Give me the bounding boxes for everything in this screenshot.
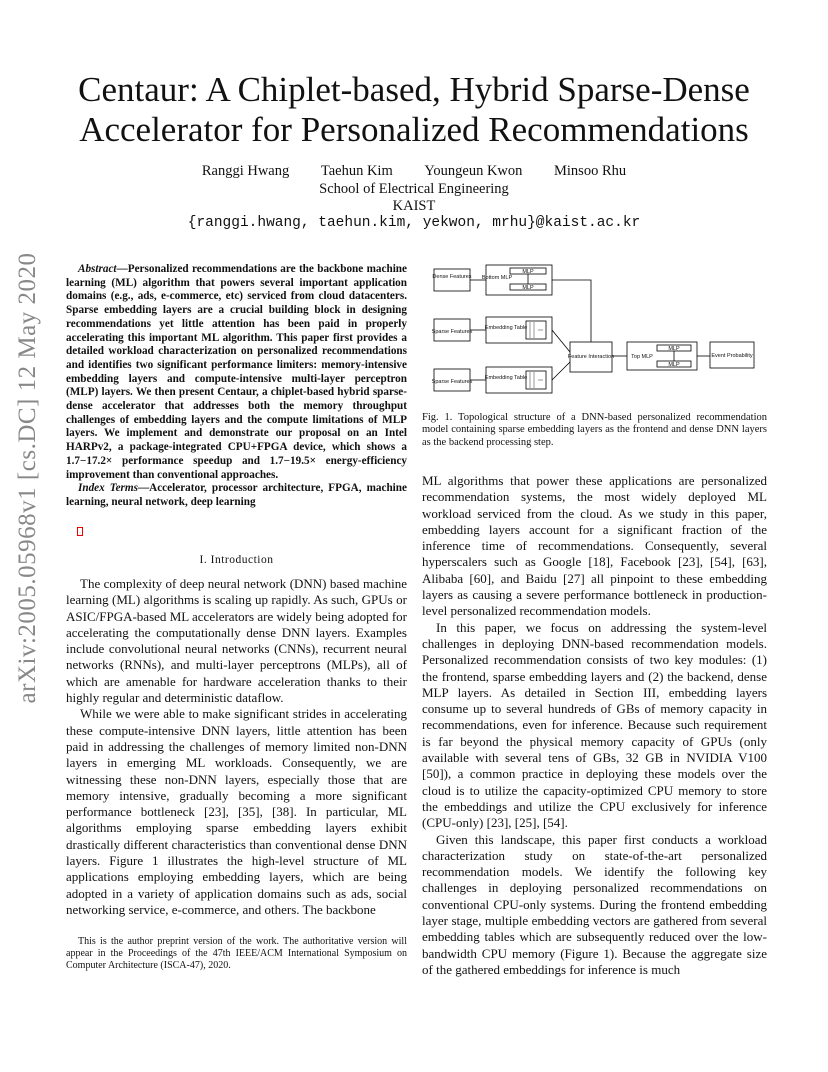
author-2: Taehun Kim <box>320 163 393 179</box>
top-mlp-layer-1-label: MLP <box>668 346 680 352</box>
bottom-mlp-layer-1-label: MLP <box>522 269 534 275</box>
institution: KAIST <box>392 198 436 214</box>
figure-1-caption: Fig. 1. Topological structure of a DNN-based personalized recommendation model containing sparse embedding layers as the frontend and dense DNN layers as the backend processing step. <box>422 412 767 448</box>
embedding-table-label-0: Embedding Table <box>484 325 528 331</box>
embedding-table-label-n: Embedding Table <box>484 375 528 381</box>
footnote-text: This is the author preprint version of the work. The authoritative version will appear in the Proceedings of the 47th IEEE/ACM International Symposium on Computer Architecture (ISCA-47), 2020. <box>66 936 407 971</box>
index-terms-text: —Accelerator, processor architecture, FPGA, machine learning, neural network, deep learning <box>66 482 407 508</box>
abstract <box>66 263 407 510</box>
footnote-link-marker[interactable] <box>77 527 83 536</box>
right-paragraph-3: Given this landscape, this paper first conducts a workload characterization study on state-of-the-art personalized recommendation models. We identify the following key challenges in deploying personalized recommendations on conventional CPU-only systems. During the frontend embedding layer stage, multiple embedding vectors are gathered from several embedding tables which are subsequently reduced over the low-bandwidth CPU memory (Figure 1). Because the aggregate size of the gathered embeddings for inference is much <box>422 831 767 977</box>
intro-paragraph-2: While we were able to make significant strides in accelerating these compute-intensive DNN layers, little attention has been paid in addressing the challenges of memory limited non-DNN layers in emerging ML workloads. Consequently, we are witnessing these non-DNN layers, especially those that are memory intensive, gradually becoming a more significant performance bottleneck [23], [35], [38]. In particular, ML algorithms employing sparse embedding layers exhibit drastically different characteristics than conventional dense DNN layers. Figure 1 illustrates the high-level structure of ML applications employing embedding layers, which are being adopted in a variety of application domains such as ads, social networking service, e-commerce, and others. The backbone <box>66 706 407 917</box>
affiliation: School of Electrical Engineering <box>319 181 509 197</box>
arxiv-stamp: arXiv:2005.05968v1 [cs.DC] 12 May 2020 <box>14 252 41 704</box>
dense-features-label: Dense Features <box>432 274 472 280</box>
sparse-features-label-0: Sparse Features <box>431 329 473 335</box>
intro-paragraph-1: The complexity of deep neural network (DNN) based machine learning (ML) algorithms is scaling up rapidly. As such, GPUs or ASIC/FPGA-based ML accelerators are widely being adopted for accelerating the computationally dense DNN layers. Examples include convolutional neural networks (CNNs), recurrent neural networks (RNNs), and multi-layer perceptrons (MLPs), all of which are amenable for hardware acceleration thanks to their highly regular and deterministic dataflow. <box>66 576 407 706</box>
right-paragraph-1: ML algorithms that power these applications are personalized recommendation systems, the most widely deployed ML workload serviced from the cloud. As we study in this paper, embedding layers account for a significant fraction of the inference time of recommendations. Consequently, several hyperscalers such as Google [18], Facebook [23], [54], [63], Alibaba [60], and Baidu [27] all pinpoint to these embedding layers as causing a severe performance bottleneck in production-level personalized recommendation models. <box>422 473 767 619</box>
title-line-1: Centaur: A Chiplet-based, Hybrid Sparse-Dense <box>78 70 750 109</box>
paper-title <box>40 70 788 150</box>
abstract-text: —Personalized recommendations are the backbone machine learning (ML) algorithm that powers several important application domains (e.g., ads, e-commerce, etc) serviced from cloud datacenters. Sparse embedding layers are a crucial building block in designing recommendations yet little attention has been paid in properly accelerating this important ML algorithm. This paper first provides a detailed workload characterization on personalized recommendations and identifies two significant performance limiters: memory-intensive embedding layers and compute-intensive multi-layer perceptron (MLP) layers. We then present Centaur, a chiplet-based hybrid sparse-dense accelerator that addresses both the memory throughput challenges of embedding layers and the compute limitations of MLP layers. We implement and demonstrate our proposal on an Intel HARPv2, a package-integrated CPU+FPGA device, which shows a 1.7−17.2× performance speedup and 1.7−19.5× energy-efficiency improvement than conventional approaches. <box>66 263 407 481</box>
abstract-label: Abstract <box>78 263 117 275</box>
author-4: Minsoo Rhu <box>554 163 627 179</box>
bottom-mlp-label: Bottom MLP <box>481 275 513 281</box>
arxiv-sidebar <box>8 252 48 704</box>
footnote <box>66 936 407 972</box>
figure-1-diagram <box>422 257 767 407</box>
author-3: Youngeun Kwon <box>424 163 523 179</box>
author-list <box>0 163 828 180</box>
sparse-features-label-n: Sparse Features <box>431 379 473 385</box>
bottom-mlp-layer-2-label: MLP <box>522 285 534 291</box>
feature-interaction-label: Feature Interaction <box>567 354 615 360</box>
index-terms-label: Index Terms <box>78 482 138 495</box>
right-paragraph-2: In this paper, we focus on addressing the system-level challenges in deploying DNN-based recommendation models. Personalized recommendation consists of two key modules: (1) the frontend, sparse embedding layers and (2) the backend, dense MLP layers. As detailed in Section III, embedding layers consume up to several hundreds of GBs of memory capacity in recommendations, even for inference. Because such requirement is far beyond the physical memory capacity of GPUs (only available with several tens of GBs, 32 GB in NVIDIA V100 [50]), a common practice in deploying these models over the cloud is to utilize the capacity-optimized CPU memory to store the embeddings and utilize the CPU exclusively for inference (CPU-only) [23], [25], [54]. <box>422 619 767 831</box>
title-line-2: Accelerator for Personalized Recommendations <box>79 110 749 149</box>
right-column-body <box>422 473 767 978</box>
intro-body <box>66 576 407 918</box>
author-email: {ranggi.hwang, taehun.kim, yekwon, mrhu}@kaist.ac.kr <box>187 215 641 231</box>
section-heading: I. Introduction <box>199 554 274 566</box>
dense-features-box <box>434 269 470 291</box>
event-probability-label: Event Probability <box>711 353 753 359</box>
top-mlp-label: Top MLP <box>631 354 653 360</box>
top-mlp-layer-2-label: MLP <box>668 362 680 368</box>
author-1: Ranggi Hwang <box>201 163 290 179</box>
